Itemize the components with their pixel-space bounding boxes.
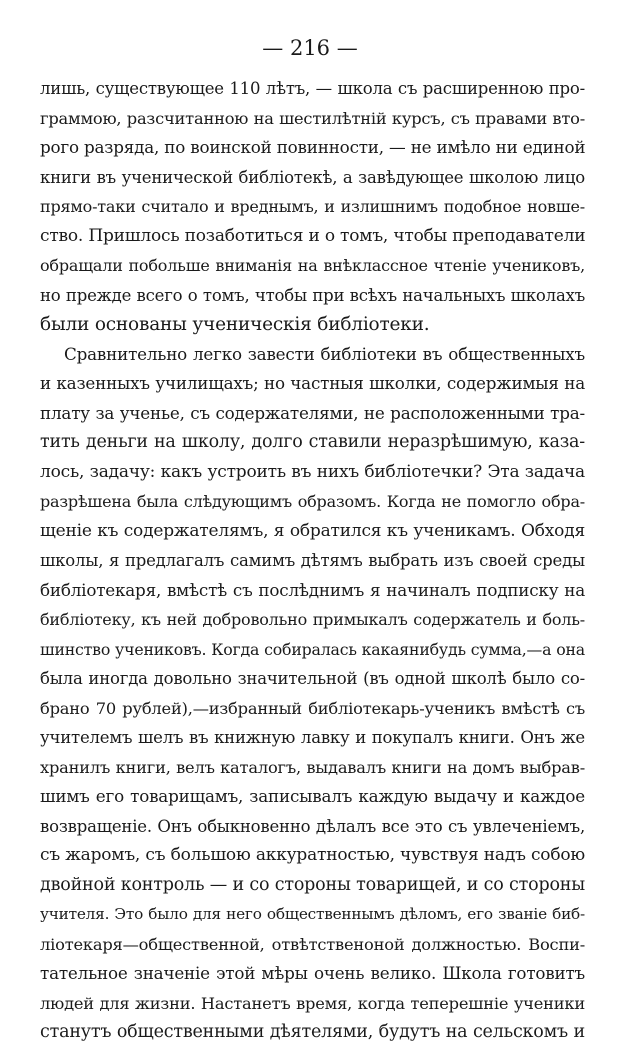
paragraph-1 [40, 74, 585, 340]
text-line: разрѣшена была слѣдующимъ образомъ. Когда не помогло обра- [40, 492, 585, 511]
text-line: были основаны ученическія библіотеки. [40, 314, 430, 335]
text-line: Сравнительно легко завести библіотеки въ общественныхъ [64, 343, 585, 364]
text-line: рого разряда, по воинской повинности, — не имѣло ни единой [40, 137, 585, 157]
text-line: людей для жизни. Настанетъ время, когда теперешніе ученики [40, 993, 585, 1013]
text-line: тательное значеніе этой мѣры очень велико. Школа готовитъ [40, 963, 585, 983]
text-line: лось, задачу: какъ устроить въ нихъ библіотечки? Эта задача [40, 461, 585, 482]
paragraph-2 [40, 340, 585, 1048]
text-line: станутъ общественными дѣятелями, будутъ на сельскомъ и [40, 1022, 585, 1042]
text-line: и казенныхъ училищахъ; но частныя школки, содержимыя на [40, 373, 585, 393]
text-line: ство. Пришлось позаботиться и о томъ, чтобы преподаватели [40, 225, 585, 246]
text-line: лишь, существующее 110 лѣтъ, — школа съ расширенною про- [40, 79, 585, 98]
text-line: ліотекаря—общественной, отвѣтственоной должностью. Воспи- [40, 934, 585, 954]
text-line: брано 70 рублей),—избранный библіотекарь-ученикъ вмѣстѣ съ [40, 698, 585, 718]
text-line: съ жаромъ, съ большою аккуратностью, чувствуя надъ собою [40, 845, 585, 865]
text-line: шинство учениковъ. Когда собиралась какаянибудь сумма,—а она [40, 639, 585, 659]
text-line: возвращеніе. Онъ обыкновенно дѣлалъ все это съ увлеченіемъ, [40, 816, 585, 836]
page-number: — 216 — [262, 36, 358, 60]
text-line: хранилъ книги, велъ каталогъ, выдавалъ книги на домъ выбрав- [40, 757, 585, 777]
text-line: школы, я предлагалъ самимъ дѣтямъ выбрать изъ своей среды [40, 551, 585, 570]
text-line: обращали побольше вниманія на внѣклассное чтеніе учениковъ, [40, 256, 585, 275]
text-line: шимъ его товарищамъ, записывалъ каждую выдачу и каждое [40, 786, 585, 806]
text-line: но прежде всего о томъ, чтобы при всѣхъ начальныхъ школахъ [40, 285, 585, 305]
text-line: книги въ ученической библіотекѣ, а завѣдующее школою лицо [40, 167, 585, 187]
text-line: щеніе къ содержателямъ, я обратился къ ученикамъ. Обходя [40, 520, 585, 541]
text-line: учителемъ шелъ въ книжную лавку и покупалъ книги. Онъ же [40, 728, 585, 747]
text-line: библіотекаря, вмѣстѣ съ послѣднимъ я начиналъ подписку на [40, 579, 585, 600]
text-line: библіотеку, къ ней добровольно примыкалъ содержатель и боль- [40, 610, 585, 629]
text-line: учителя. Это было для него общественнымъ дѣломъ, его званіе биб- [40, 905, 585, 923]
text-line: тить деньги на школу, долго ставили неразрѣшимую, каза- [40, 432, 585, 452]
text-line: прямо-таки считало и вреднымъ, и излишнимъ подобное новше- [40, 197, 585, 216]
text-line: граммою, разсчитанною на шестилѣтній курсъ, съ правами вто- [40, 108, 585, 128]
text-line: двойной контроль — и со стороны товарищей, и со стороны [40, 874, 585, 895]
body-text [40, 74, 585, 1048]
text-line: плату за ученье, съ содержателями, не расположенными тра- [40, 402, 585, 423]
text-line: была иногда довольно значительной (въ одной школѣ было со- [40, 669, 585, 688]
